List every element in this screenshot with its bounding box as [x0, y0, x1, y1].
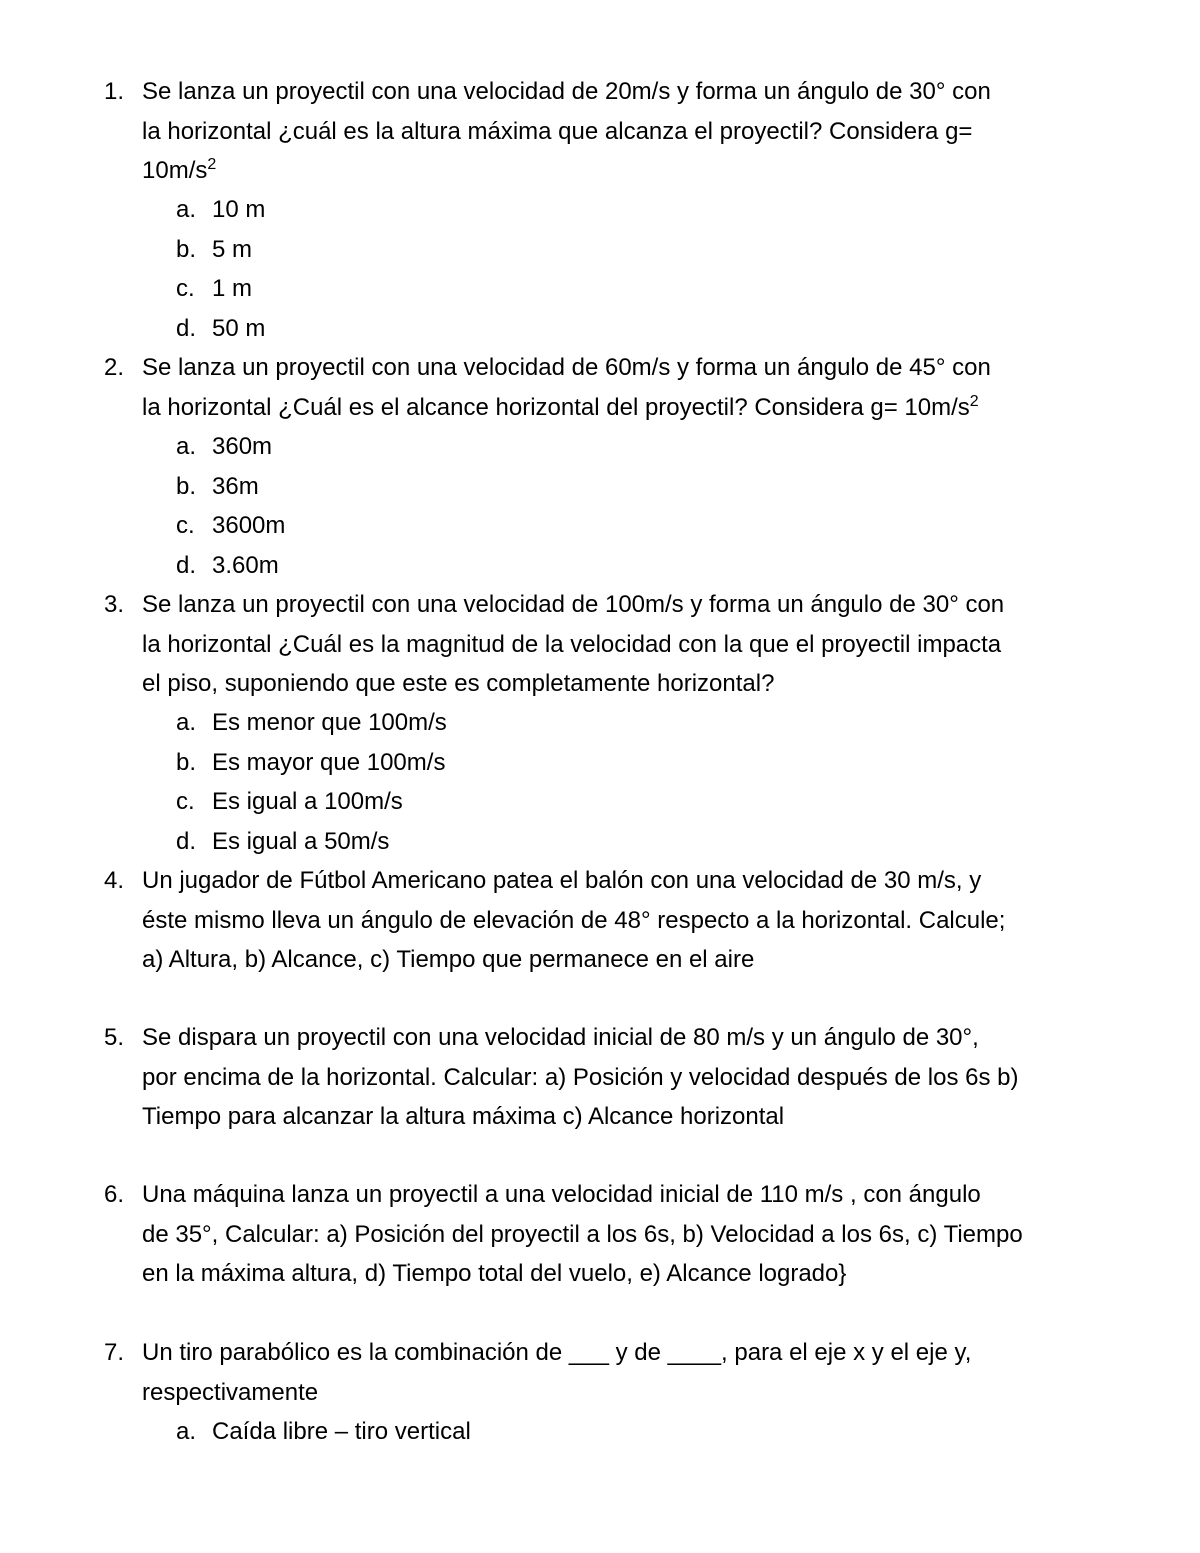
option-text: Es mayor que 100m/s: [212, 748, 446, 776]
option-text: 5 m: [212, 235, 253, 263]
option-letter: c.: [176, 512, 195, 539]
superscript: 2: [207, 156, 217, 173]
question-number: 4.: [104, 867, 125, 894]
option-letter: d.: [176, 827, 197, 855]
option-1b: [0, 230, 1200, 270]
option-text: 360m: [212, 433, 273, 460]
option-text: 1 m: [212, 275, 253, 302]
question-line: Un tiro parabólico es la combinación de ___ y de ____, para el eje x y el eje y,: [142, 1339, 972, 1366]
question-text: [142, 1333, 1132, 1412]
option-3a: [0, 703, 1200, 743]
option-1c: [0, 269, 1200, 309]
question-number: 2.: [104, 354, 125, 381]
question-text: [142, 585, 1132, 704]
option-letter: b.: [176, 235, 197, 263]
option-letter: a.: [176, 196, 197, 223]
option-letter: b.: [176, 472, 197, 500]
option-2a: [0, 427, 1200, 467]
option-1a: [0, 190, 1200, 230]
option-letter: c.: [176, 788, 195, 815]
option-letter: a.: [176, 1418, 197, 1445]
option-text: 50 m: [212, 314, 266, 342]
question-line: la horizontal ¿cuál es la altura máxima que alcanza el proyectil? Considera g=: [142, 117, 973, 145]
option-letter: a.: [176, 709, 197, 736]
option-2d: [0, 546, 1200, 586]
option-text: 3600m: [212, 512, 286, 539]
question-text: [142, 348, 1132, 427]
option-text: Caída libre – tiro vertical: [212, 1418, 471, 1445]
question-number: 5.: [104, 1024, 125, 1051]
question-line: Se lanza un proyectil con una velocidad de 20m/s y forma un ángulo de 30° con: [142, 78, 991, 105]
question-text: [142, 72, 1132, 191]
option-letter: a.: [176, 433, 197, 460]
question-number: 7.: [104, 1339, 125, 1366]
option-2b: [0, 467, 1200, 507]
option-3b: [0, 743, 1200, 783]
question-line: respectivamente: [142, 1378, 319, 1406]
option-3d: [0, 822, 1200, 862]
question-line: Se lanza un proyectil con una velocidad de 60m/s y forma un ángulo de 45° con: [142, 354, 991, 381]
question-line: Se dispara un proyectil con una velocidad inicial de 80 m/s y un ángulo de 30°,: [142, 1024, 979, 1051]
superscript: 2: [969, 392, 979, 410]
question-line: [142, 151, 1132, 191]
option-text: Es igual a 100m/s: [212, 788, 403, 815]
option-text: Es igual a 50m/s: [212, 827, 390, 855]
option-3c: [0, 782, 1200, 822]
question-line: por encima de la horizontal. Calcular: a) Posición y velocidad después de los 6s b): [142, 1063, 1019, 1091]
question-line: en la máxima altura, d) Tiempo total del vuelo, e) Alcance logrado}: [142, 1260, 847, 1287]
question-line: de 35°, Calcular: a) Posición del proyectil a los 6s, b) Velocidad a los 6s, c) Tiempo: [142, 1220, 1023, 1248]
option-letter: d.: [176, 314, 197, 342]
question-line: Tiempo para alcanzar la altura máxima c) Alcance horizontal: [142, 1103, 785, 1130]
question-line: Una máquina lanza un proyectil a una velocidad inicial de 110 m/s , con ángulo: [142, 1181, 981, 1208]
option-letter: b.: [176, 748, 197, 776]
option-text: 10 m: [212, 196, 266, 223]
option-letter: d.: [176, 551, 197, 579]
question-line: Un jugador de Fútbol Americano patea el balón con una velocidad de 30 m/s, y: [142, 867, 982, 894]
option-text: 3.60m: [212, 551, 279, 579]
question-number: 3.: [104, 591, 125, 618]
question-number: 1.: [104, 78, 125, 105]
question-number: 6.: [104, 1181, 125, 1208]
question-text: [142, 861, 1132, 980]
question-line: [142, 388, 1132, 428]
option-letter: c.: [176, 275, 195, 302]
question-line-text: 10m/s: [142, 157, 208, 184]
option-text: Es menor que 100m/s: [212, 709, 447, 736]
question-line: a) Altura, b) Alcance, c) Tiempo que permanece en el aire: [142, 946, 755, 973]
option-2c: [0, 506, 1200, 546]
option-text: 36m: [212, 472, 259, 500]
option-1d: [0, 309, 1200, 349]
question-line-text: la horizontal ¿Cuál es el alcance horizontal del proyectil? Considera g= 10m/s: [142, 393, 970, 421]
option-7a: [0, 1412, 1200, 1452]
question-line: el piso, suponiendo que este es completamente horizontal?: [142, 670, 775, 697]
question-line: la horizontal ¿Cuál es la magnitud de la velocidad con la que el proyectil impacta: [142, 630, 1002, 658]
question-line: Se lanza un proyectil con una velocidad de 100m/s y forma un ángulo de 30° con: [142, 591, 1005, 618]
question-text: [142, 1175, 1132, 1294]
question-line: éste mismo lleva un ángulo de elevación de 48° respecto a la horizontal. Calcule;: [142, 906, 1006, 934]
question-text: [142, 1018, 1132, 1137]
